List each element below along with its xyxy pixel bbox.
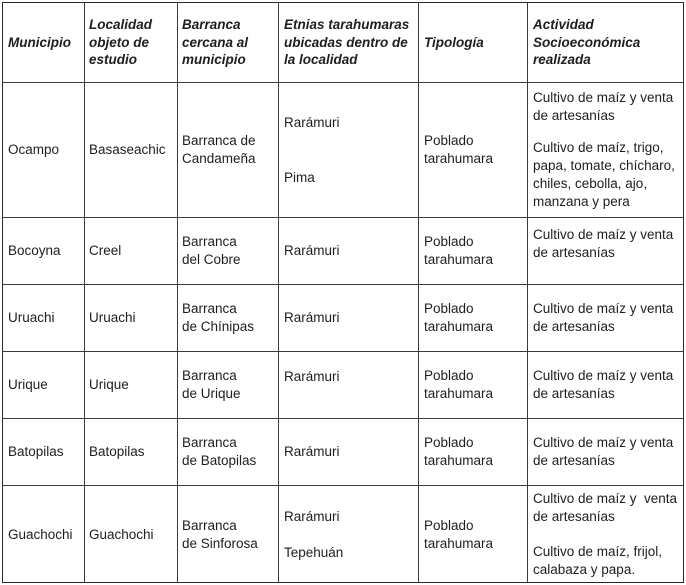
actividad-2: Cultivo de maíz, trigo, papa, tomate, chícharo, chiles, cebolla, ajo, manzana y pera — [533, 140, 675, 209]
barranca-line-2: de Sinforosa — [182, 535, 258, 551]
cell-localidad: Creel — [89, 243, 122, 258]
tipologia-line-1: Poblado — [424, 517, 474, 533]
actividad-2: Cultivo de maíz, frijol, calabaza y papa. — [533, 544, 666, 577]
etnia-1: Rarámuri — [284, 114, 340, 130]
cell-etnias — [284, 83, 416, 217]
tipologia-line-1: Poblado — [424, 368, 474, 383]
barranca-line-1: Barranca — [182, 435, 237, 450]
barranca-line-1: Barranca — [182, 301, 237, 316]
cell-barranca — [182, 218, 276, 284]
tipologia-line-1: Poblado — [424, 234, 474, 249]
cell-localidad: Basaseachic — [89, 142, 166, 157]
column-divider — [278, 2, 279, 583]
cell-barranca — [182, 285, 276, 351]
tipologia-line-2: tarahumara — [424, 453, 494, 468]
header-actividad: Actividad Socioeconómica realizada — [533, 17, 641, 68]
cell-etnias: Rarámuri — [284, 444, 340, 459]
barranca-line-1: Barranca — [182, 234, 237, 249]
cell-localidad: Guachochi — [89, 526, 154, 542]
cell-actividad: Cultivo de maíz y venta de artesanías — [533, 301, 674, 334]
cell-tipologia — [424, 285, 524, 351]
barranca-line-1: Barranca — [182, 517, 237, 533]
cell-localidad: Urique — [89, 377, 129, 392]
tipologia-line-2: tarahumara — [424, 319, 494, 334]
tipologia-line-2: tarahumara — [424, 151, 494, 166]
barranca-line-2: del Cobre — [182, 252, 241, 267]
tipologia-line-2: tarahumara — [424, 252, 494, 267]
header-localidad: Localidad objeto de estudio — [89, 17, 153, 68]
cell-barranca — [182, 352, 276, 418]
tipologia-line-1: Poblado — [424, 435, 474, 450]
cell-tipologia — [424, 218, 524, 284]
cell-barranca — [182, 419, 276, 485]
column-divider — [177, 2, 178, 583]
barranca-line-2: de Urique — [182, 386, 241, 401]
cell-tipologia — [424, 352, 524, 418]
cell-actividad: Cultivo de maíz y venta de artesanías — [533, 227, 674, 260]
header-municipio: Municipio — [8, 34, 71, 50]
cell-municipio: Uruachi — [8, 310, 55, 325]
cell-municipio: Bocoyna — [8, 243, 61, 258]
cell-municipio: Batopilas — [8, 444, 64, 459]
cell-actividad — [533, 83, 683, 217]
cell-etnias: Rarámuri — [284, 243, 340, 258]
barranca-line-2: de Chínipas — [182, 319, 255, 334]
column-divider — [418, 2, 419, 583]
cell-actividad: Cultivo de maíz y venta de artesanías — [533, 368, 674, 401]
etnia-1: Rarámuri — [284, 508, 340, 524]
cell-tipologia — [424, 419, 524, 485]
tipologia-line-1: Poblado — [424, 133, 474, 148]
barranca-line-2: de Batopilas — [182, 453, 257, 468]
cell-localidad: Batopilas — [89, 444, 145, 459]
cell-etnias — [284, 486, 416, 583]
barranca-line-1: Barranca — [182, 368, 237, 383]
cell-barranca — [182, 83, 276, 217]
cell-barranca — [182, 486, 276, 583]
cell-etnias: Rarámuri — [284, 310, 340, 325]
header-etnias: Etnias tarahumaras ubicadas dentro de la localidad — [284, 17, 410, 68]
tipologia-line-2: tarahumara — [424, 535, 494, 551]
barranca-line-1: Barranca de — [182, 133, 256, 148]
cell-municipio: Guachochi — [8, 526, 73, 542]
tipologia-line-2: tarahumara — [424, 386, 494, 401]
header-barranca: Barranca cercana al municipio — [182, 17, 249, 68]
etnia-2: Tepehuán — [284, 544, 344, 560]
etnia-2: Pima — [284, 169, 315, 185]
barranca-line-2: Candameña — [182, 151, 256, 166]
header-tipologia: Tipología — [424, 34, 484, 50]
cell-actividad — [533, 486, 681, 583]
actividad-1: Cultivo de maíz y venta de artesanías — [533, 491, 681, 524]
cell-tipologia — [424, 83, 524, 217]
cell-actividad: Cultivo de maíz y venta de artesanías — [533, 435, 674, 468]
column-divider — [84, 2, 85, 583]
tipologia-line-1: Poblado — [424, 301, 474, 316]
actividad-1: Cultivo de maíz y venta de artesanías — [533, 90, 674, 123]
cell-municipio: Urique — [8, 377, 48, 392]
cell-tipologia — [424, 486, 524, 583]
column-divider — [527, 2, 528, 583]
cell-localidad: Uruachi — [89, 310, 136, 325]
cell-municipio: Ocampo — [8, 142, 60, 157]
cell-etnias: Rarámuri — [284, 369, 340, 384]
